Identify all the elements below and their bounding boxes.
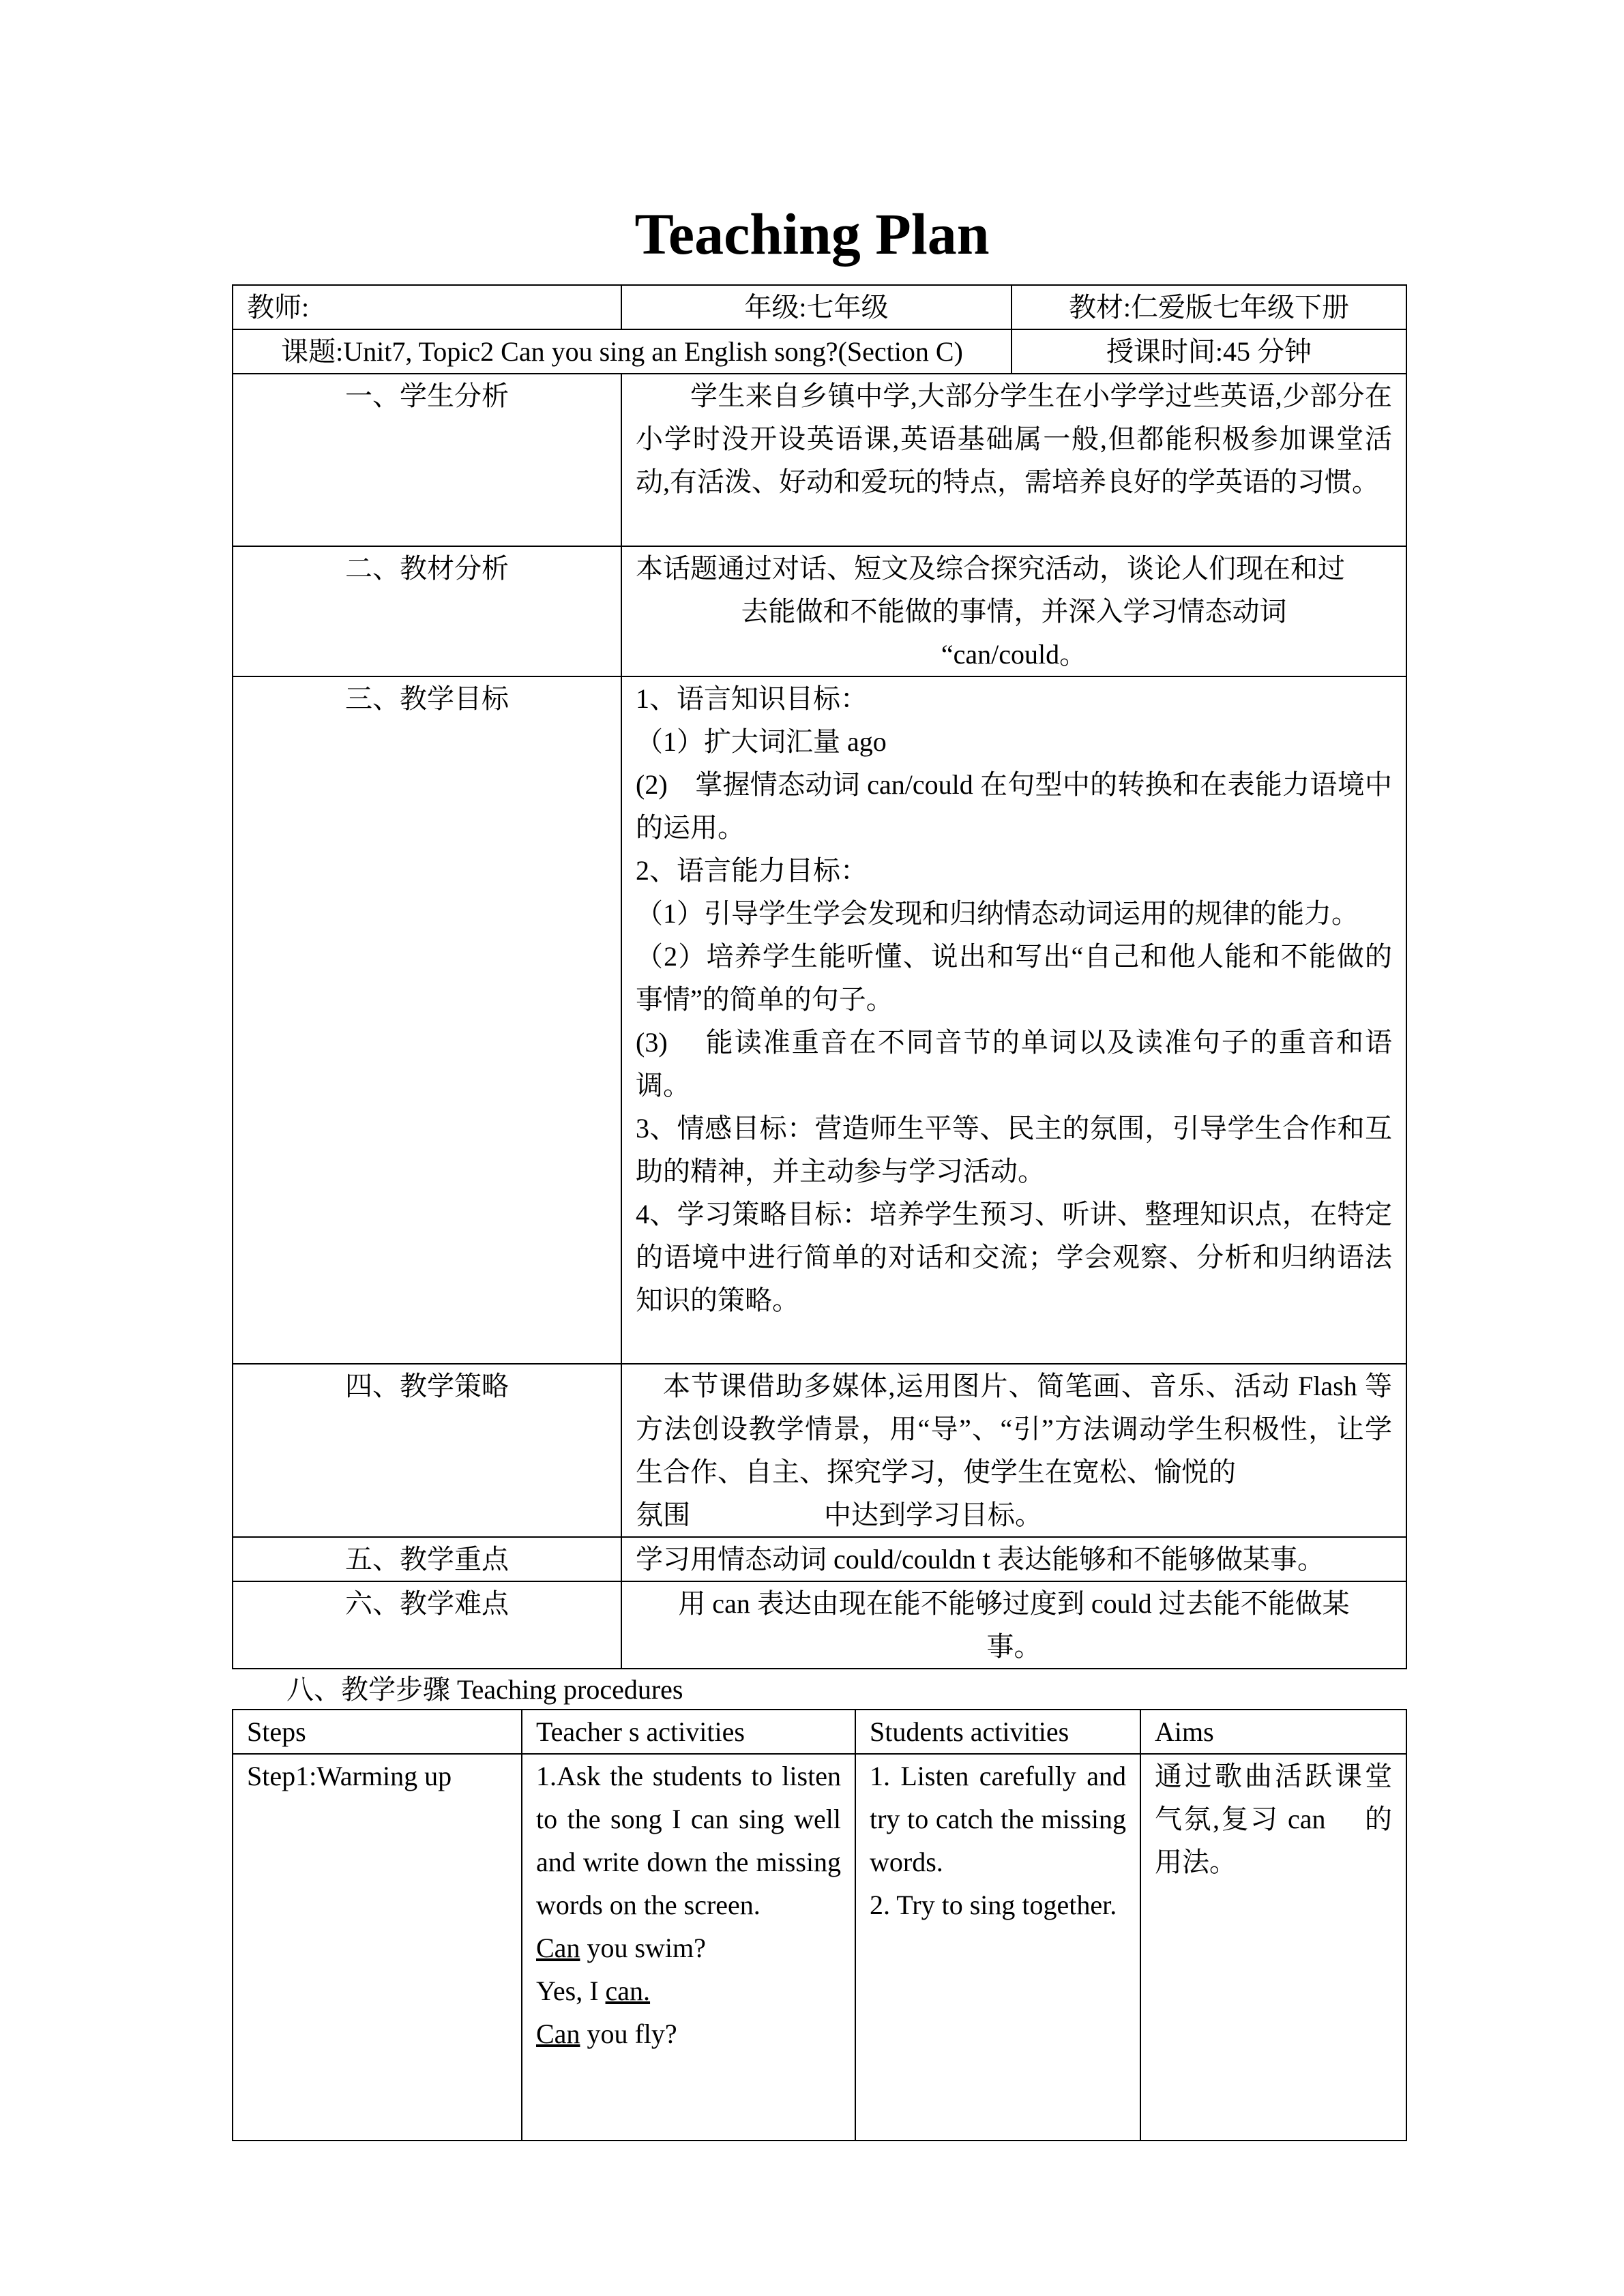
objective-item: （1）引导学生学会发现和归纳情态动词运用的规律的能力。 xyxy=(636,898,1359,929)
step1-teacher-text: 1.Ask the students to listen to the song I can sing well and write down the missing words on the screen. xyxy=(536,1761,841,1920)
material-analysis-text xyxy=(621,546,1406,676)
procedures-title: 八、教学步骤 Teaching procedures xyxy=(286,1674,683,1705)
material-line-2: 去能做和不能做的事情，并深入学习情态动词 xyxy=(741,596,1287,627)
procedures-table xyxy=(232,1709,1407,2141)
student-analysis-text: 学生来自乡镇中学,大部分学生在小学学过些英语,少部分在小学时没开设英语课,英语基础属一般,但都能积极参加课堂活动,有活泼、好动和爱玩的特点，需培养良好的学英语的习惯。 xyxy=(621,374,1406,546)
material-analysis-label: 二、教材分析 xyxy=(233,546,621,676)
topic-cell: 课题:Unit7, Topic2 Can you sing an English song?(Section C) xyxy=(233,329,1012,374)
strategy-label: 四、教学策略 xyxy=(233,1364,621,1537)
objectives-label: 三、教学目标 xyxy=(233,676,621,1364)
student-analysis-label: 一、学生分析 xyxy=(233,374,621,546)
difficulties-label: 六、教学难点 xyxy=(233,1581,621,1669)
plan-info-table xyxy=(232,284,1407,1669)
textbook-cell: 教材:仁爱版七年级下册 xyxy=(1012,285,1406,329)
objective-item: (2) 掌握情态动词 can/could 在句型中的转换和在表能力语境中的运用。 xyxy=(636,769,1392,843)
song-line-3 xyxy=(536,2012,841,2055)
song-line-3-rest: you fly? xyxy=(580,2018,677,2049)
strategy-text xyxy=(621,1364,1406,1537)
teacher-cell: 教师: xyxy=(233,285,621,329)
objective-item: 2、语言能力目标： xyxy=(636,855,868,886)
song-line-1-rest: you swim? xyxy=(580,1933,706,1963)
objectives-text xyxy=(621,676,1406,1364)
strategy-paragraph: 本节课借助多媒体,运用图片、简笔画、音乐、活动 Flash 等方法创设教学情景，用“导”、“引”方法调动学生积极性，让学生合作、自主、探究学习，使学生在宽松、愉悦的 xyxy=(636,1371,1392,1487)
step1-students xyxy=(855,1754,1140,2141)
song-word-can-answer: can. xyxy=(605,1976,651,2006)
step1-students-2: 2. Try to sing together. xyxy=(870,1890,1117,1920)
song-word-can: Can xyxy=(536,1933,580,1963)
objective-item: （2）培养学生能听懂、说出和写出“自己和他人能和不能做的事情”的简单的句子。 xyxy=(636,941,1392,1015)
objective-item: 1、语言知识目标： xyxy=(636,683,868,714)
step1-students-1: 1. Listen carefully and try to catch the missing words. xyxy=(870,1761,1126,1877)
difficulties-line-2: 事。 xyxy=(986,1631,1042,1662)
material-line-1: 本话题通过对话、短文及综合探究活动，谈论人们现在和过 xyxy=(636,553,1345,584)
difficulties-line-1: 用 can 表达由现在能不能够过度到 could 过去能不能做某 xyxy=(678,1588,1350,1619)
strategy-last-line xyxy=(636,1493,1392,1536)
grade-cell: 年级:七年级 xyxy=(621,285,1012,329)
song-line-2 xyxy=(536,1969,841,2012)
strategy-last-b: 中达到学习目标。 xyxy=(824,1500,1042,1530)
page-title: Teaching Plan xyxy=(634,201,990,267)
step1-teacher xyxy=(522,1754,855,2141)
strategy-last-a: 氛围 xyxy=(636,1500,690,1530)
header-aims: Aims xyxy=(1140,1710,1406,1754)
song-line-1 xyxy=(536,1926,841,1969)
song-word-can: Can xyxy=(536,2018,580,2049)
material-line-3: “can/could。 xyxy=(941,639,1087,670)
step1-aims: 通过歌曲活跃课堂气氛,复习 can 的用法。 xyxy=(1140,1754,1406,2141)
key-points-label: 五、教学重点 xyxy=(233,1537,621,1581)
objective-item: (3) 能读准重音在不同音节的单词以及读准句子的重音和语调。 xyxy=(636,1027,1392,1101)
step1-name: Step1:Warming up xyxy=(233,1754,522,2141)
objective-item: （1）扩大词汇量 ago xyxy=(636,726,887,757)
objective-item: 3、情感目标：营造师生平等、民主的氛围，引导学生合作和互助的精神，并主动参与学习活动。 xyxy=(636,1113,1392,1187)
objective-item: 4、学习策略目标：培养学生预习、听讲、整理知识点，在特定的语境中进行简单的对话和交流；学会观察、分析和归纳语法知识的策略。 xyxy=(636,1199,1392,1315)
header-teacher-activities: Teacher s activities xyxy=(522,1710,855,1754)
key-points-text: 学习用情态动词 could/couldn t 表达能够和不能够做某事。 xyxy=(621,1537,1406,1581)
song-line-2-start: Yes, I xyxy=(536,1976,606,2006)
header-steps: Steps xyxy=(233,1710,522,1754)
difficulties-text xyxy=(621,1581,1406,1669)
duration-cell: 授课时间:45 分钟 xyxy=(1012,329,1406,374)
header-students-activities: Students activities xyxy=(855,1710,1140,1754)
